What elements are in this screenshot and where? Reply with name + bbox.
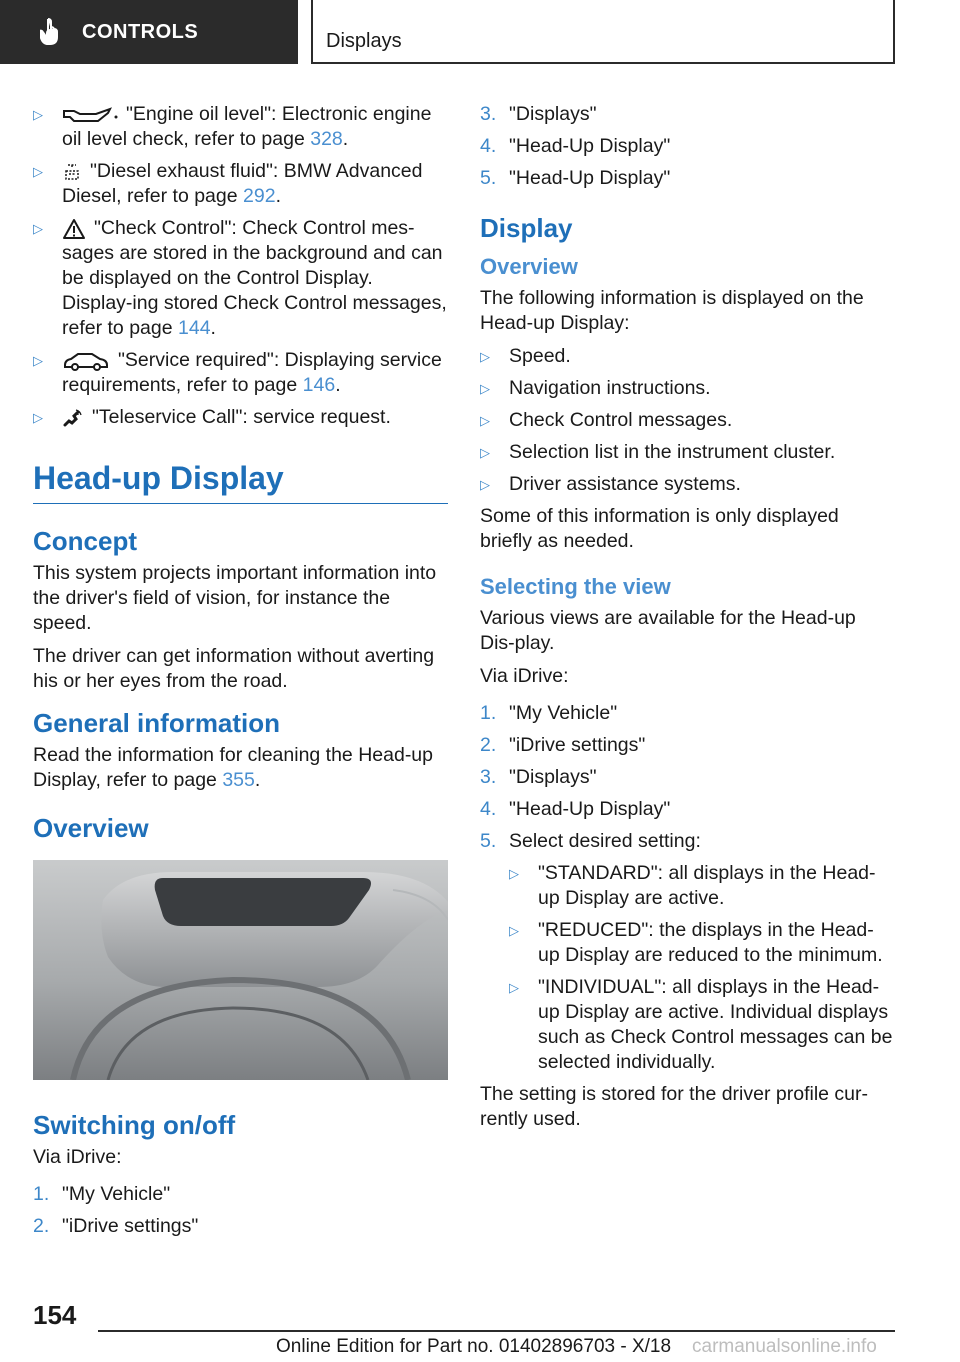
switching-step-3: 3. "Displays" bbox=[480, 103, 597, 125]
status-item-diesel-fluid: ▷ "Diesel exhaust fluid": BMW Advanced Diesel, refer to page 292. bbox=[33, 160, 423, 207]
view-step-5: 5. Select desired setting: bbox=[480, 830, 701, 852]
view-step-3: 3. "Displays" bbox=[480, 766, 597, 788]
status-item-check-control: ▷ "Check Control": Check Control mes-sages are stored in the background and can be displayed on the Control Display. Display-ing stored Check Control messages, refer to page 144. bbox=[33, 217, 447, 339]
general-paragraph: Read the information for cleaning the Head-up Display, refer to page 355. bbox=[33, 744, 433, 791]
switching-step-5: 5. "Head-Up Display" bbox=[480, 167, 671, 189]
warning-triangle-icon bbox=[62, 218, 86, 240]
view-option-individual: ▷ "INDIVIDUAL": all displays in the Head-up Display are active. Individual displays such as Check Control messages can be selected individually. bbox=[509, 976, 893, 1073]
heading-switching-on-off: Switching on/off bbox=[33, 1110, 236, 1140]
view-intro: Various views are available for the Head-up Dis-play. bbox=[480, 607, 856, 654]
concept-paragraph-1: This system projects important information into the driver's field of vision, for instance the speed. bbox=[33, 562, 437, 634]
bullet-triangle-icon: ▷ bbox=[33, 107, 43, 122]
display-item-navigation: ▷ Navigation instructions. bbox=[480, 377, 711, 399]
header-divider bbox=[311, 0, 313, 64]
header-underline bbox=[311, 62, 895, 64]
phone-call-icon bbox=[62, 407, 84, 429]
display-item-speed: ▷ Speed. bbox=[480, 345, 571, 367]
display-item-driver-assistance: ▷ Driver assistance systems. bbox=[480, 473, 741, 495]
footer-edition: Online Edition for Part no. 01402896703 - X/18 bbox=[276, 1336, 672, 1357]
switching-step-1: 1. "My Vehicle" bbox=[33, 1183, 171, 1205]
display-overview-note: Some of this information is only displayed briefly as needed. bbox=[480, 505, 839, 552]
heading-general-information: General information bbox=[33, 708, 281, 738]
heading-display: Display bbox=[480, 213, 573, 243]
view-step-1: 1. "My Vehicle" bbox=[480, 702, 618, 724]
view-step-4: 4. "Head-Up Display" bbox=[480, 798, 671, 820]
switching-step-4: 4. "Head-Up Display" bbox=[480, 135, 671, 157]
page-link-146[interactable]: 146 bbox=[302, 374, 336, 396]
footer-watermark: carmanualsonline.info bbox=[692, 1336, 877, 1357]
section-tab bbox=[0, 0, 298, 64]
bullet-triangle-icon: ▷ bbox=[33, 410, 43, 425]
left-column bbox=[33, 102, 448, 1246]
right-column bbox=[480, 102, 895, 1140]
pointing-hand-icon bbox=[40, 17, 68, 47]
status-item-engine-oil: ▷ "Engine oil level": Electronic engine oil level check, refer to page 328. bbox=[33, 103, 432, 150]
page-link-355[interactable]: 355 bbox=[222, 769, 255, 791]
switching-via-idrive: Via iDrive: bbox=[33, 1146, 122, 1168]
heading-head-up-display: Head-up Display bbox=[33, 460, 448, 504]
view-via-idrive: Via iDrive: bbox=[480, 665, 569, 687]
bullet-triangle-icon: ▷ bbox=[33, 221, 43, 236]
heading-overview: Overview bbox=[33, 813, 149, 843]
status-item-teleservice: ▷ "Teleservice Call": service request. bbox=[33, 406, 391, 428]
header-divider-right bbox=[893, 0, 895, 64]
heading-display-overview: Overview bbox=[480, 254, 578, 279]
view-option-standard: ▷ "STANDARD": all displays in the Head-up Display are active. bbox=[509, 862, 876, 909]
view-option-reduced: ▷ "REDUCED": the displays in the Head-up Display are reduced to the minimum. bbox=[509, 919, 883, 966]
heading-selecting-the-view: Selecting the view bbox=[480, 574, 671, 599]
page-link-292[interactable]: 292 bbox=[243, 185, 276, 207]
oil-can-icon bbox=[62, 105, 118, 125]
view-note: The setting is stored for the driver profile cur-rently used. bbox=[480, 1083, 868, 1130]
concept-paragraph-2: The driver can get information without averting his or her eyes from the road. bbox=[33, 645, 435, 692]
chapter-title: Displays bbox=[326, 30, 402, 52]
display-item-selection-list: ▷ Selection list in the instrument cluster. bbox=[480, 441, 836, 463]
section-label: CONTROLS bbox=[82, 20, 199, 43]
footer-rule bbox=[98, 1330, 895, 1332]
view-step-2: 2. "iDrive settings" bbox=[480, 734, 646, 756]
display-item-check-control: ▷ Check Control messages. bbox=[480, 409, 733, 431]
page-link-328[interactable]: 328 bbox=[310, 128, 343, 150]
diesel-fluid-icon bbox=[62, 162, 82, 182]
bullet-triangle-icon: ▷ bbox=[33, 164, 43, 179]
heading-concept: Concept bbox=[33, 526, 137, 556]
display-overview-intro: The following information is displayed on the Head-up Display: bbox=[480, 287, 864, 334]
page-number: 154 bbox=[33, 1300, 77, 1330]
car-service-icon bbox=[62, 350, 110, 372]
switching-step-2: 2. "iDrive settings" bbox=[33, 1215, 199, 1237]
bullet-triangle-icon: ▷ bbox=[33, 353, 43, 368]
status-item-service-required: ▷ "Service required": Displaying service requirements, refer to page 146. bbox=[33, 349, 442, 396]
page-link-144[interactable]: 144 bbox=[178, 317, 211, 339]
head-up-display-photo bbox=[33, 860, 448, 1080]
